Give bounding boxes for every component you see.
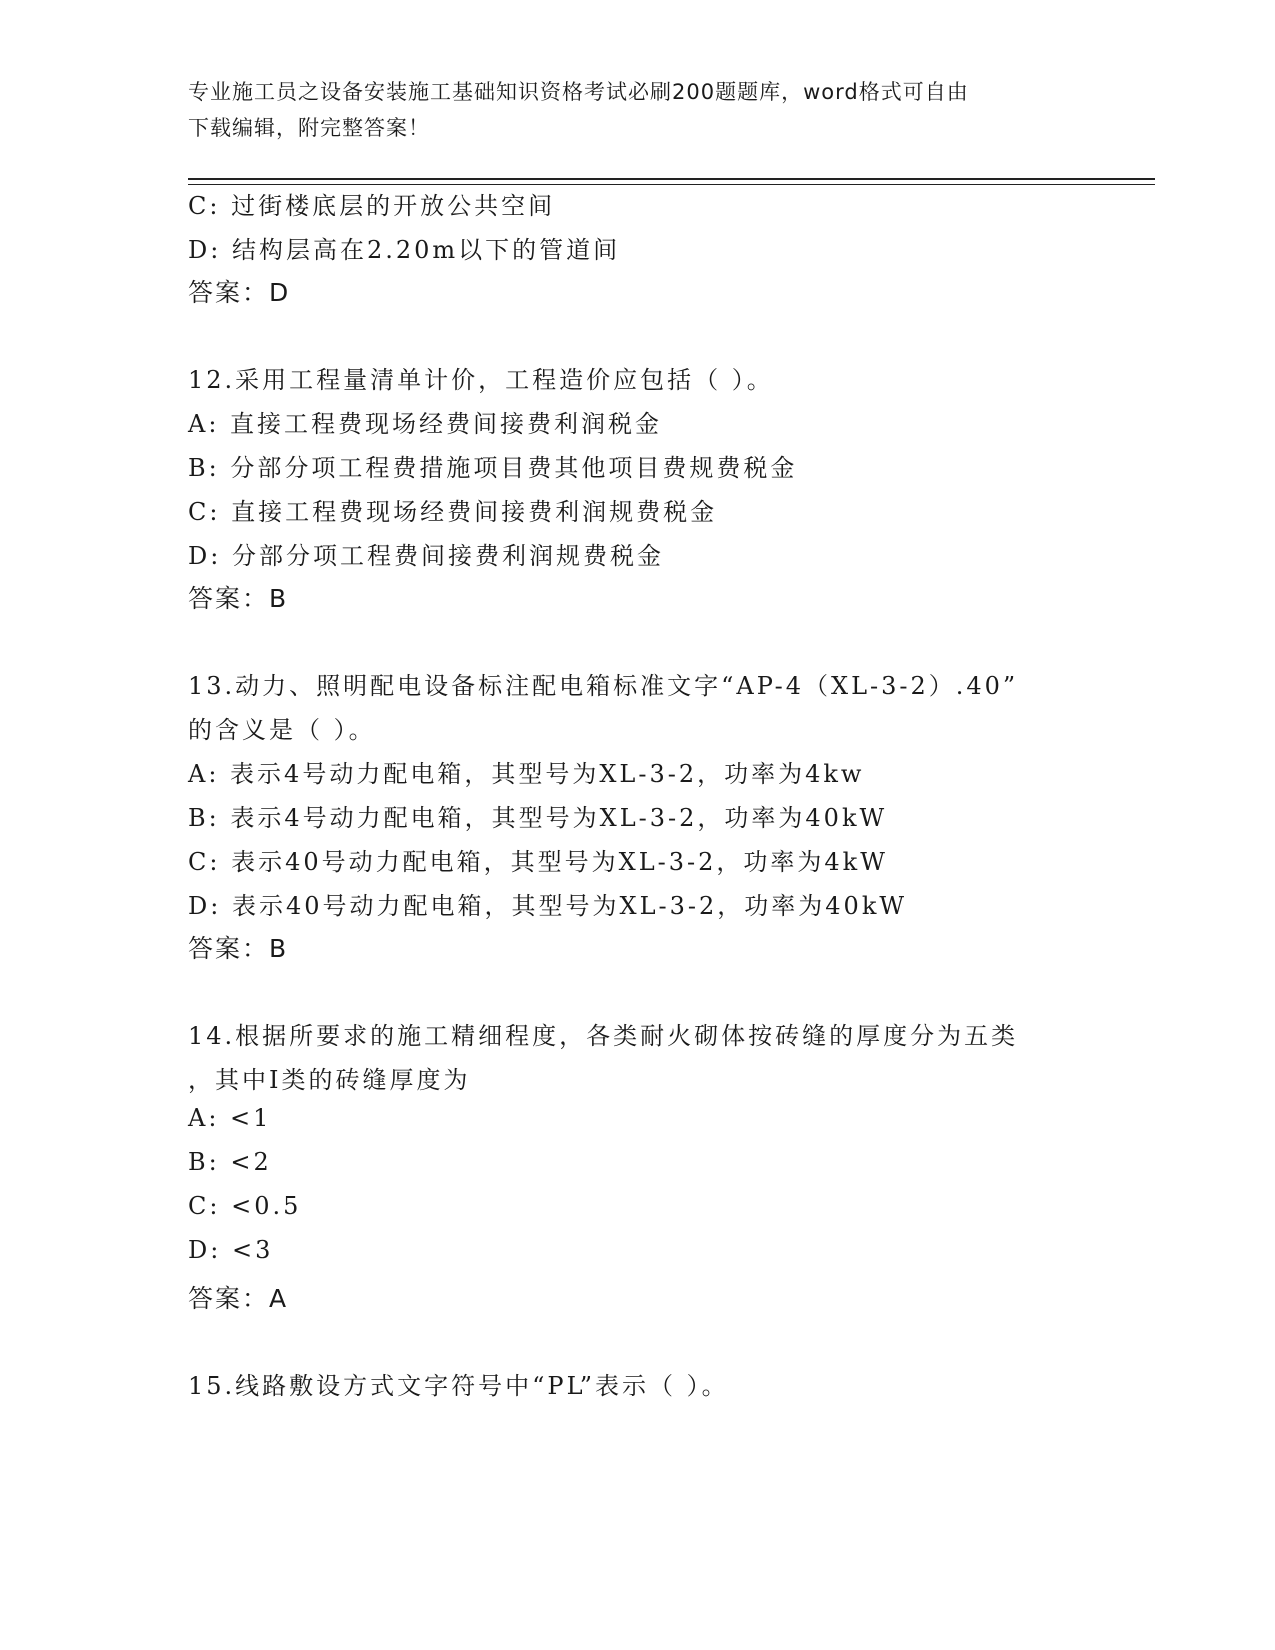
header-divider-thick bbox=[188, 178, 1155, 180]
q14-stem-line-2: ，其中I类的砖缝厚度为 bbox=[188, 1066, 471, 1094]
q12-option-c: C: 直接工程费现场经费间接费利润规费税金 bbox=[188, 498, 718, 526]
q12-stem: 12.采用工程量清单计价，工程造价应包括（ ）。 bbox=[188, 366, 774, 394]
q13-option-c: C: 表示40号动力配电箱，其型号为XL-3-2，功率为4kW bbox=[188, 848, 888, 876]
q12-option-a: A: 直接工程费现场经费间接费利润税金 bbox=[188, 410, 663, 438]
q11-option-c: C: 过街楼底层的开放公共空间 bbox=[188, 192, 556, 220]
q14-stem-line-1: 14.根据所要求的施工精细程度，各类耐火砌体按砖缝的厚度分为五类 bbox=[188, 1022, 1019, 1050]
header-line-2: 下载编辑，附完整答案！ bbox=[188, 116, 430, 140]
header-line-1: 专业施工员之设备安装施工基础知识资格考试必刷200题题库，word格式可自由 bbox=[188, 80, 969, 104]
document-header bbox=[188, 74, 1088, 146]
header-divider-thin bbox=[188, 184, 1155, 185]
q11-option-d: D: 结构层高在2.20m以下的管道间 bbox=[188, 236, 621, 264]
q14-option-b: B: <2 bbox=[188, 1148, 272, 1176]
q12-option-d: D: 分部分项工程费间接费利润规费税金 bbox=[188, 542, 664, 570]
q13-stem-line-2: 的含义是（ ）。 bbox=[188, 716, 376, 744]
q14-option-c: C: <0.5 bbox=[188, 1192, 302, 1220]
q14-option-d: D: <3 bbox=[188, 1236, 274, 1264]
q11-answer: 答案：D bbox=[188, 278, 291, 307]
q15-stem: 15.线路敷设方式文字符号中“PL”表示（ ）。 bbox=[188, 1372, 729, 1400]
q13-option-a: A: 表示4号动力配电箱，其型号为XL-3-2，功率为4kw bbox=[188, 760, 865, 788]
q13-stem-line-1: 13.动力、照明配电设备标注配电箱标准文字“AP-4（XL-3-2）.40” bbox=[188, 672, 1019, 700]
q13-option-d: D: 表示40号动力配电箱，其型号为XL-3-2，功率为40kW bbox=[188, 892, 908, 920]
q12-answer: 答案：B bbox=[188, 584, 289, 613]
q12-option-b: B: 分部分项工程费措施项目费其他项目费规费税金 bbox=[188, 454, 798, 482]
q13-answer: 答案：B bbox=[188, 934, 289, 963]
q14-answer: 答案：A bbox=[188, 1284, 289, 1313]
q14-option-a: A: <1 bbox=[188, 1104, 272, 1132]
q13-option-b: B: 表示4号动力配电箱，其型号为XL-3-2，功率为40kW bbox=[188, 804, 888, 832]
